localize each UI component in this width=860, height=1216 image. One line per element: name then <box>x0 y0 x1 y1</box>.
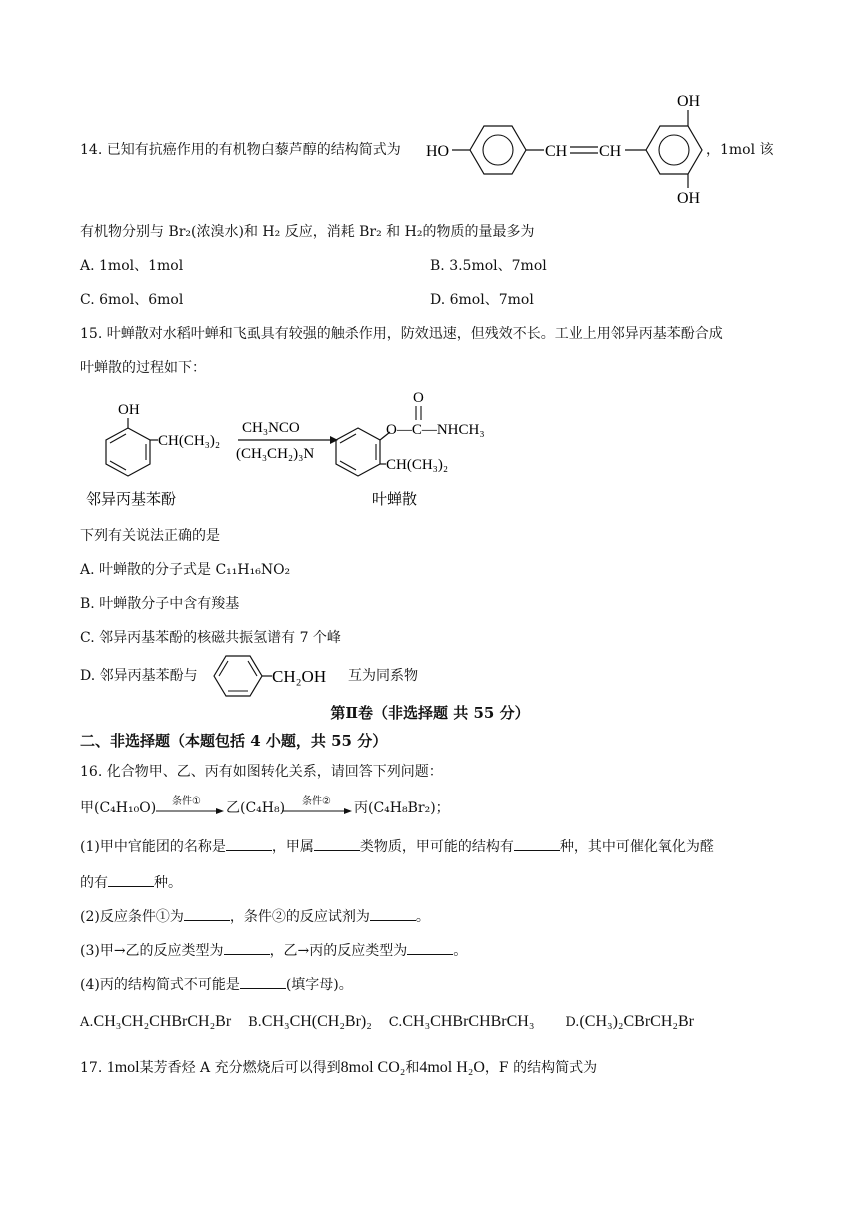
chain-yi: 乙(C₄H₈) <box>226 800 286 816</box>
q14-option-b: B. 3.5mol、7mol <box>430 258 547 274</box>
q16-p2-b: ，条件②的反应试剂为 <box>229 909 370 925</box>
chain-arrow-1 <box>156 806 224 816</box>
part2-title: 第Ⅱ卷（非选择题 共 55 分） <box>330 704 530 722</box>
q17-co2: 8mol CO₂ <box>340 1059 406 1076</box>
ring-inner-bond <box>248 661 257 676</box>
q16-p4-a: (4)丙的结构简式不可能是 <box>80 977 240 993</box>
q14-stem-line1 <box>80 140 401 160</box>
q15-option-d-post: 互为同系物 <box>348 668 418 684</box>
chain-cond2: 条件② <box>302 796 331 807</box>
q15-stem-line1: 15. 叶蝉散对水稻叶蝉和飞虱具有较强的触杀作用，防效迅速，但残效不长。工业上用邻异丙基苯酚合成 <box>80 326 723 342</box>
q16-opt-b: CH₃CH(CH₂Br)₂ <box>261 1013 372 1030</box>
ring-inner-bond <box>110 434 126 443</box>
chain-bing: 丙(C₄H₈Br₂)； <box>354 800 450 816</box>
scheme-chain: O—C—NHCH₃ <box>386 422 485 438</box>
chain-jia: 甲(C₄H₁₀O) <box>80 800 157 816</box>
answer-blank[interactable] <box>226 836 272 851</box>
q16-opt-a: CH₃CH₂CHBrCH₂Br <box>93 1013 232 1030</box>
ring-inner-bond <box>340 461 356 470</box>
ring-inner-bond <box>219 661 228 676</box>
q17-text-f: ，F 的结构简式为 <box>484 1060 598 1076</box>
benzene-ring <box>646 126 702 174</box>
q16-stem: 16. 化合物甲、乙、丙有如图转化关系，请回答下列问题： <box>80 764 443 780</box>
q16-p1-b: ，甲属 <box>271 839 314 855</box>
struct-ch-2: CH <box>599 143 622 160</box>
q17-text-b: 某芳香烃 A 充分燃烧后可以得到 <box>139 1060 341 1076</box>
q17-stem <box>80 1058 597 1078</box>
q15-option-c: C. 邻异丙基苯酚的核磁共振氢谱有 7 个峰 <box>80 630 341 646</box>
q16-part2 <box>80 906 430 927</box>
q16-opt-c: CH₃CHBrCHBrCH₃ <box>402 1013 535 1030</box>
q16-p2-a: (2)反应条件①为 <box>80 909 184 925</box>
q16-opt-a-label: A. <box>80 1015 94 1030</box>
benzene-ring <box>470 126 526 174</box>
q14-stem-line2: 有机物分别与 Br₂(浓溴水)和 H₂ 反应，消耗 Br₂ 和 H₂的物质的量最多为 <box>80 224 535 240</box>
q16-p1-a: (1)甲中官能团的名称是 <box>80 839 226 855</box>
q14-stem-b: ，1mol 该 <box>706 142 774 158</box>
q16-opt-d: (CH₃)₂CBrCH₂Br <box>579 1013 694 1030</box>
benzene-ring <box>336 428 380 476</box>
synthesis-scheme <box>80 388 520 514</box>
ring-inner-bond <box>110 461 126 470</box>
q15-stem-line2: 叶蝉散的过程如下： <box>80 360 206 376</box>
q17-number: 17. <box>80 1060 103 1076</box>
scheme-oh: OH <box>118 402 140 418</box>
q16-part4 <box>80 974 353 995</box>
scheme-carbonyl-o: O <box>413 390 424 406</box>
scheme-name-left: 邻异丙基苯酚 <box>86 492 177 508</box>
chain-arrow-2 <box>282 806 352 816</box>
answer-blank[interactable] <box>224 940 270 955</box>
q16-opt-b-label: B. <box>248 1015 262 1030</box>
q14-option-a: A. 1mol、1mol <box>80 258 184 274</box>
section-heading: 二、非选择题（本题包括 4 小题，共 55 分） <box>80 732 388 750</box>
answer-blank[interactable] <box>370 906 416 921</box>
q16-p1-e: 的有 <box>80 875 108 891</box>
q15-option-a: A. 叶蝉散的分子式是 C₁₁H₁₆NO₂ <box>80 562 291 578</box>
chain-cond1: 条件① <box>172 796 201 807</box>
answer-blank[interactable] <box>108 872 154 887</box>
q17-text-d: 和 <box>405 1060 420 1076</box>
q15-prompt: 下列有关说法正确的是 <box>80 528 220 544</box>
q15-option-d-pre: D. 邻异丙基苯酚与 <box>80 668 198 684</box>
scheme-reagent-bottom: (CH₃CH₂)₃N <box>236 446 315 462</box>
q16-transform-chain <box>80 792 500 822</box>
struct-ho-label: HO <box>426 143 450 160</box>
benzene-circle <box>483 135 513 165</box>
q14-stem-a: 已知有抗癌作用的有机物白藜芦醇的结构简式为 <box>106 142 401 158</box>
q16-part3 <box>80 940 467 961</box>
q16-p2-c: 。 <box>415 909 430 925</box>
q16-p3-c: 。 <box>453 943 468 959</box>
scheme-name-right: 叶蝉散 <box>372 492 418 508</box>
q16-p1-c: 类物质，甲可能的结构有 <box>359 839 514 855</box>
benzene-circle <box>659 135 689 165</box>
q16-p4-b: (填字母)。 <box>285 977 353 993</box>
answer-blank[interactable] <box>240 974 286 989</box>
ring-inner-bond <box>340 434 356 443</box>
d-group-label: CH₂OH <box>272 667 327 686</box>
q16-p3-a: (3)甲→乙的反应类型为 <box>80 943 224 959</box>
benzyl-alcohol-structure <box>206 650 346 702</box>
scheme-sub-left: CH(CH₃)₂ <box>158 433 221 449</box>
scheme-sub-right: CH(CH₃)₂ <box>386 457 449 473</box>
answer-blank[interactable] <box>184 906 230 921</box>
answer-blank[interactable] <box>314 836 360 851</box>
q16-opt-d-label: D. <box>565 1015 580 1030</box>
q16-p1-f: 种。 <box>154 875 182 891</box>
resveratrol-structure <box>420 88 710 210</box>
benzene-ring <box>106 428 150 476</box>
q14-option-d: D. 6mol、7mol <box>430 292 534 308</box>
q16-part1-line2 <box>80 872 182 893</box>
q16-opt-c-label: C. <box>388 1015 403 1030</box>
q17-h2o: 4mol H₂O <box>419 1059 485 1076</box>
answer-blank[interactable] <box>514 836 560 851</box>
q16-p1-d: 种，其中可催化氧化为醛 <box>559 839 714 855</box>
q14-option-c: C. 6mol、6mol <box>80 292 184 308</box>
scheme-reagent-top: CH₃NCO <box>242 420 300 436</box>
q14-number: 14. <box>80 142 103 158</box>
q16-options <box>80 1012 694 1033</box>
struct-oh-bottom: OH <box>677 190 701 207</box>
benzene-ring <box>214 656 262 696</box>
q16-part1-line1 <box>80 836 714 857</box>
q15-option-b: B. 叶蝉散分子中含有羧基 <box>80 596 240 612</box>
struct-oh-top: OH <box>677 93 701 110</box>
answer-blank[interactable] <box>407 940 453 955</box>
q16-p3-b: ，乙→丙的反应类型为 <box>269 943 408 959</box>
struct-ch-1: CH <box>545 143 568 160</box>
q17-amount: 1mol <box>106 1059 140 1076</box>
